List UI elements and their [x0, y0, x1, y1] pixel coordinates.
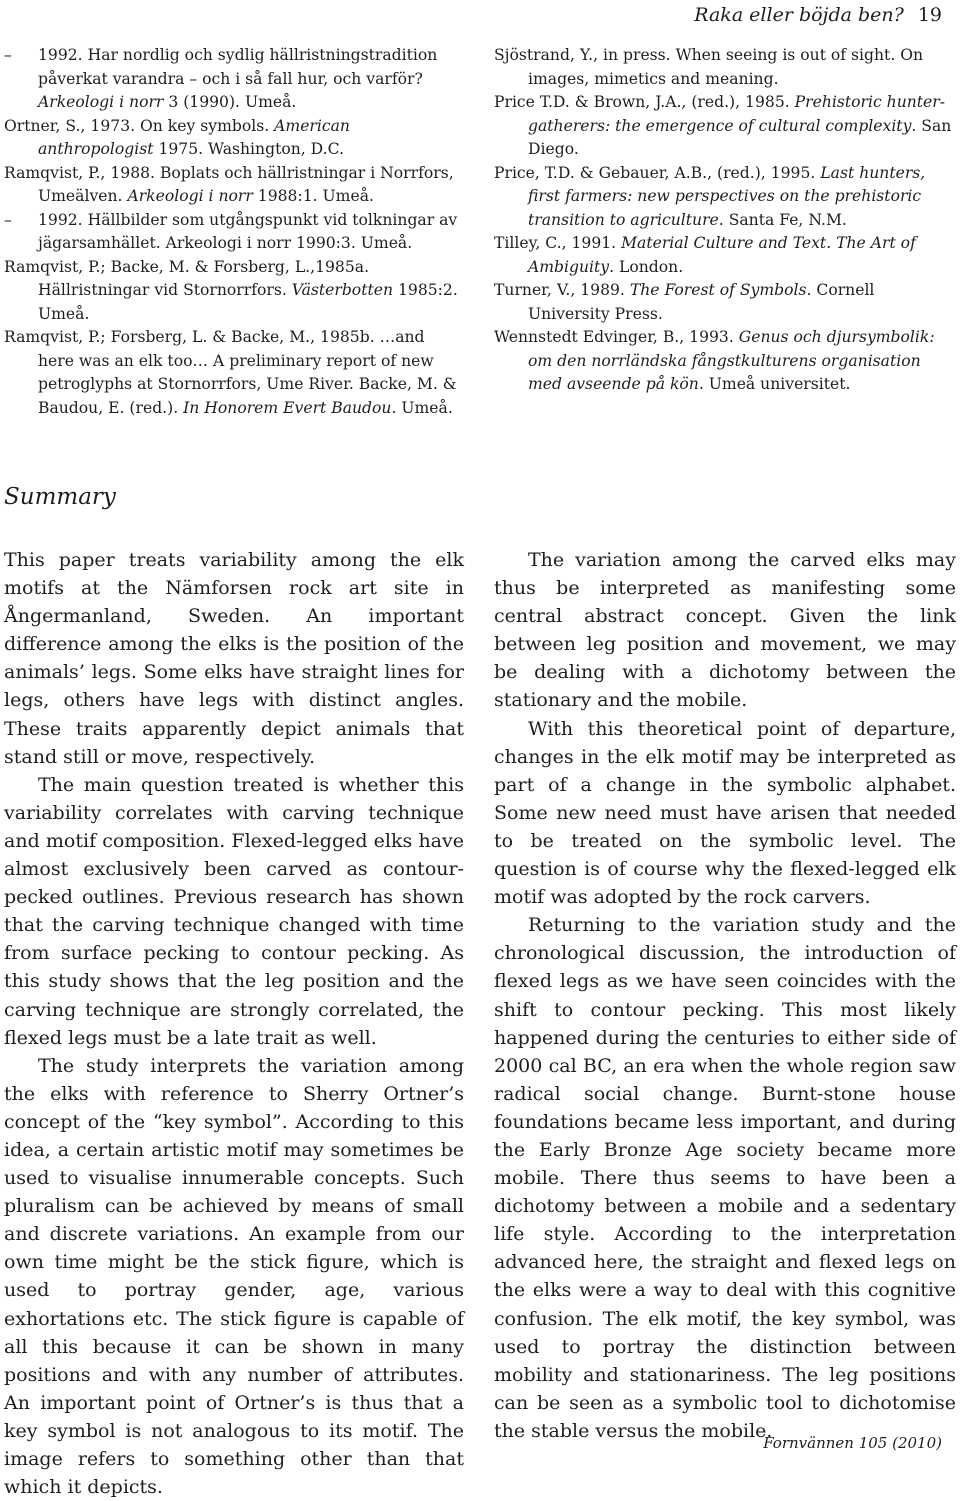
reference-text: 1992. Har nordlig och sydlig hällristningstradition påverkat varandra – och i så fall hur, och varför?	[38, 46, 438, 88]
summary-heading: Summary	[4, 484, 116, 510]
reference-text: 1992. Hällbilder som utgångspunkt vid tolkningar av jägarsamhället. Arkeologi i norr 1990:3. Umeå.	[38, 210, 458, 252]
summary-paragraph: With this theoretical point of departure, changes in the elk motif may be interpreted as part of a change in the symbolic alphabet. Some new need must have arisen that needed to be treated on the symbolic level. The question is of course why the flexed-legged elk motif was adopted by the rock carvers.	[494, 717, 956, 909]
reference-title: American anthropologist	[38, 116, 350, 158]
reference-title: Material Culture and Text. The Art of Ambiguity	[528, 234, 916, 276]
reference-entry	[494, 44, 956, 91]
reference-entry	[494, 232, 956, 279]
reference-entry	[4, 162, 464, 209]
reference-text: Turner, V., 1989.	[494, 281, 630, 299]
reference-entry	[4, 115, 464, 162]
reference-text: 1975. Washington, D.C.	[153, 140, 344, 158]
reference-text: . London.	[609, 257, 684, 276]
reference-list-right	[494, 44, 956, 397]
ditto-dash: –	[4, 210, 12, 229]
reference-title: Genus och djursymbolik: om den norrländska fångstkulturens organisation med avseende på kön	[528, 328, 935, 393]
reference-text: Wennstedt Edvinger, B., 1993.	[494, 328, 739, 346]
reference-text: Ramqvist, P.; Forsberg, L. & Backe, M., 1985b. …and here was an elk too… A preliminary report of new petroglyphs at Stornorrfors, Ume River. Backe, M. & Baudou, E. (red.).	[4, 328, 457, 417]
reference-text: . San Diego.	[528, 116, 952, 158]
reference-text: . Umeå universitet.	[698, 375, 851, 393]
reference-title: Arkeologi i norr	[127, 187, 253, 205]
reference-text: Ortner, S., 1973. On key symbols.	[4, 116, 275, 135]
running-title: Raka eller böjda ben?	[694, 4, 904, 26]
summary-paragraph: The study interprets the variation among the elks with reference to Sherry Ortner’s concept of the “key symbol”. According to this idea, a certain artistic motif may sometimes be used to visualise innumerable concepts. Such pluralism can be achieved by means of small and discrete variations. An example from our own time might be the stick figure, which is used to portray gender, age, various exhortations etc. The stick figure is capable of all this because it can be shown in many positions and with any number of attributes. An important point of Ortner’s is thus that a key symbol is not analogous to its motif. The image refers to something other than that which it depicts.	[4, 1054, 464, 1499]
reference-text: Price T.D. & Brown, J.A., (red.), 1985.	[494, 93, 795, 111]
reference-entry	[494, 162, 956, 233]
reference-entry	[4, 256, 464, 327]
reference-entry	[4, 44, 464, 115]
summary-column-left	[4, 546, 464, 1501]
reference-text: Ramqvist, P., 1988. Boplats och hällristningar i Norrfors, Umeälven.	[4, 163, 454, 205]
reference-text: 3 (1990). Umeå.	[163, 93, 297, 111]
reference-text: Ramqvist, P.; Backe, M. & Forsberg, L.,1985a. Hällristningar vid Stornorrfors.	[4, 257, 370, 299]
summary-column-right	[494, 546, 956, 1445]
reference-title: Västerbotten	[291, 281, 394, 299]
summary-paragraph: This paper treats variability among the elk motifs at the Nämforsen rock art site in Ångermanland, Sweden. An important difference among the elks is the position of the animals’ legs. Some elks have straight lines for legs, others have legs with distinct angles. These traits apparently depict animals that stand still or move, respectively.	[4, 549, 464, 768]
summary-paragraph: Returning to the variation study and the chronological discussion, the introduction of flexed legs as we have seen coincides with the shift to contour pecking. This most likely happened during the centuries to either side of 2000 cal BC, an era when the whole region saw radical social change. Burnt-stone house foundations became less important, and during the Early Bronze Age society became more mobile. There thus seems to have been a dichotomy between a mobile and a sedentary life style. According to the interpretation advanced here, the straight and flexed legs on the elks were a way to deal with this cognitive confusion. The elk motif, the key symbol, was used to portray the distinction between mobility and stationariness. The leg positions can be seen as a symbolic tool to dichotomise the stable versus the mobile.	[494, 914, 956, 1442]
reference-text: Sjöstrand, Y., in press. When seeing is out of sight. On images, mimetics and meaning.	[494, 46, 924, 88]
reference-title: Arkeologi i norr	[38, 93, 164, 111]
summary-paragraph: The variation among the carved elks may thus be interpreted as manifesting some central abstract concept. Given the link between leg position and movement, we may be dealing with a dichotomy between the stationary and the mobile.	[494, 549, 956, 712]
reference-text: 1985:2. Umeå.	[38, 281, 458, 323]
reference-title: Prehistoric hunter-gatherers: the emergence of cultural complexity	[528, 93, 945, 135]
reference-entry	[494, 326, 956, 397]
ditto-dash: –	[4, 46, 12, 64]
reference-text: . Umeå.	[391, 398, 453, 417]
reference-text: Price, T.D. & Gebauer, A.B., (red.), 1995.	[494, 163, 821, 182]
reference-entry	[494, 279, 956, 326]
reference-text: 1988:1. Umeå.	[252, 187, 374, 205]
reference-entry	[4, 209, 464, 256]
reference-title: Last hunters, first farmers: new perspectives on the prehistoric transition to agriculture	[528, 163, 926, 229]
reference-entry	[4, 326, 464, 420]
page-number: 19	[917, 4, 942, 26]
summary-paragraph: The main question treated is whether this variability correlates with carving technique and motif composition. Flexed-legged elks have almost exclusively been carved as contour-pecked outlines. Previous research has shown that the carving technique changed with time from surface pecking to contour pecking. As this study shows that the leg position and the carving technique are strongly correlated, the flexed legs must be a late trait as well.	[4, 773, 464, 1049]
journal-footer: Fornvännen 105 (2010)	[763, 1434, 942, 1452]
reference-title: In Honorem Evert Baudou	[183, 398, 392, 417]
reference-text: . Cornell University Press.	[528, 281, 875, 323]
reference-text: . Santa Fe, N.M.	[718, 210, 847, 229]
running-header	[694, 4, 942, 26]
reference-title: The Forest of Symbols	[629, 281, 807, 299]
reference-entry	[494, 91, 956, 162]
reference-list-left	[4, 44, 464, 420]
reference-text: Tilley, C., 1991.	[494, 234, 622, 252]
